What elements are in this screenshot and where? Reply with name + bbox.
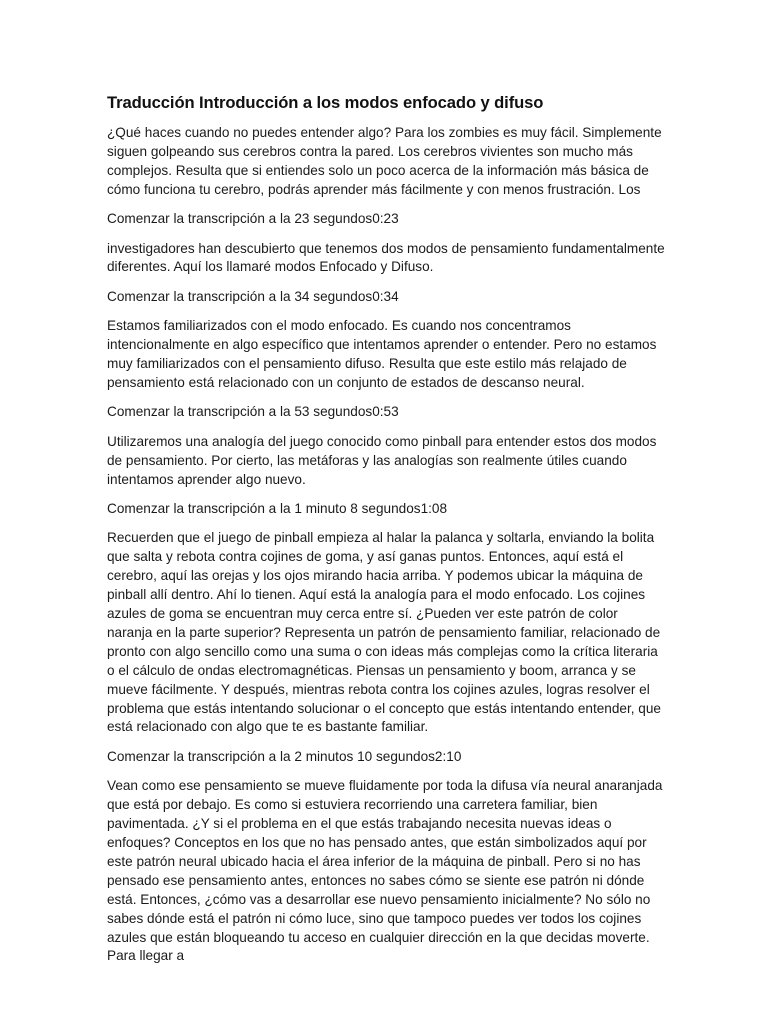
transcript-timestamp: Comenzar la transcripción a la 23 segundos0:23 [107, 211, 399, 227]
transcript-timestamp: Comenzar la transcripción a la 53 segundos0:53 [107, 404, 399, 420]
paragraph: Estamos familiarizados con el modo enfocado. Es cuando nos concentramos intencionalmente en algo específico que intentamos aprender o entender. Pero no estamos muy familiarizados con el pensamiento difuso. Resulta que este estilo más relajado de pensamiento está relacionado con un conjunto de estados de descanso neural. [107, 318, 657, 390]
paragraph: investigadores han descubierto que tenemos dos modos de pensamiento fundamentalmente diferentes. Aquí los llamaré modos Enfocado y Difuso. [107, 240, 665, 275]
paragraph: ¿Qué haces cuando no puedes entender algo? Para los zombies es muy fácil. Simplemente siguen golpeando sus cerebros contra la pared. Los cerebros vivientes son mucho más complejos. Resulta que si entiendes solo un poco acerca de la información más básica de cómo funciona tu cerebro, podrás aprender más fácilmente y con menos frustración. Los [107, 125, 662, 197]
paragraph: Vean como ese pensamiento se mueve fluidamente por toda la difusa vía neural anaranjada que está por debajo. Es como si estuviera recorriendo una carretera familiar, bien pavimentada. ¿Y si el problema en el que estás trabajando necesita nuevas ideas o enfoques? Conceptos en los que no has pensado antes, que están simbolizados aquí por este patrón neural ubicado hacia el área inferior de la máquina de pinball. Pero si no has pensado ese pensamiento antes, entonces no sabes cómo se siente ese patrón ni dónde está. Entonces, ¿cómo vas a desarrollar ese nuevo pensamiento inicialmente? No sólo no sabes dónde está el patrón ni cómo luce, sino que tampoco puedes ver todos los cojines azules que están bloqueando tu acceso en cualquier dirección en la que decidas moverte. Para llegar a [107, 778, 663, 964]
transcript-timestamp: Comenzar la transcripción a la 34 segundos0:34 [107, 288, 399, 304]
transcript-timestamp: Comenzar la transcripción a la 1 minuto 8 segundos1:08 [107, 501, 448, 516]
paragraph: Utilizaremos una analogía del juego conocido como pinball para entender estos dos modos de pensamiento. Por cierto, las metáforas y las analogías son realmente útiles cuando intentamos aprender algo nuevo. [107, 433, 657, 487]
document-page [107, 92, 665, 977]
document-title: Traducción Introducción a los modos enfocado y difuso [107, 93, 544, 112]
paragraph: Recuerden que el juego de pinball empieza al halar la palanca y soltarla, enviando la bolita que salta y rebota contra cojines de goma, y así ganas puntos. Entonces, aquí está el cerebro, aquí las orejas y los ojos mirando hacia arriba. Y podemos ubicar la máquina de pinball allí dentro. Ahí lo tienen. Aquí está la analogía para el modo enfocado. Los cojines azules de goma se encuentran muy cerca entre sí. ¿Pueden ver este patrón de color naranja en la parte superior? Representa un patrón de pensamiento familiar, relacionado de pronto con algo sencillo como una suma o con ideas más complejas como la crítica literaria o el cálculo de ondas electromagnéticas. Piensas un pensamiento y boom, arranca y se mueve fácilmente. Y después, mientras rebota contra los cojines azules, logras resolver el problema que estás intentando solucionar o el concepto que estás intentando entender, que está relacionado con algo que te es bastante familiar. [107, 530, 661, 735]
transcript-timestamp: Comenzar la transcripción a la 2 minutos 10 segundos2:10 [107, 748, 462, 764]
